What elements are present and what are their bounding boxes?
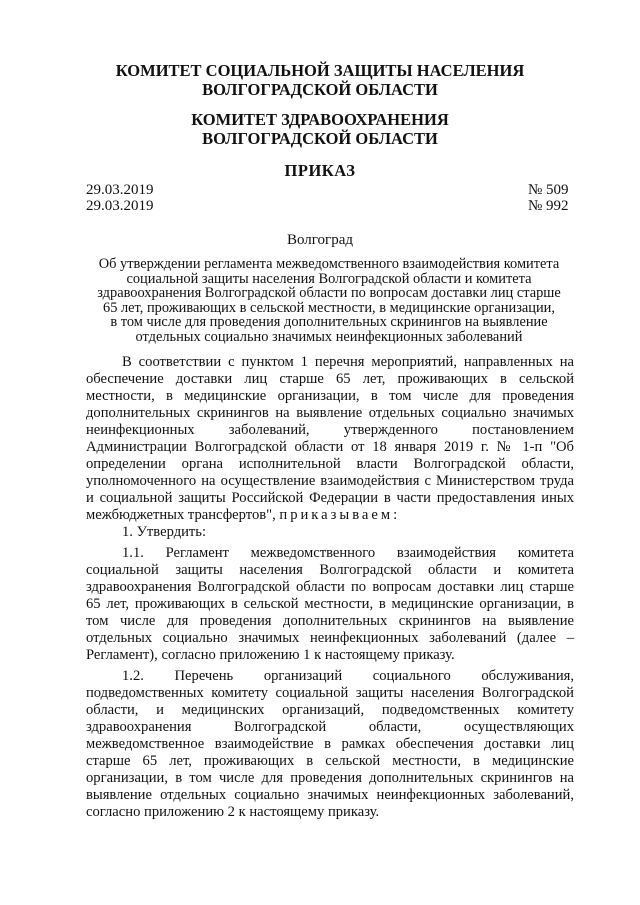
org1-line2: ВОЛГОГРАДСКОЙ ОБЛАСТИ [202,80,438,99]
document-type: ПРИКАЗ [284,161,356,180]
date-2: 29.03.2019 [86,198,154,214]
preamble-paragraph [86,354,574,524]
number-1: № 509 [528,182,569,198]
title-line: отдельных социально значимых неинфекционных заболеваний [135,328,523,345]
title-line: социальной защиты населения Волгоградской области и комитета [126,270,532,287]
title-line: 65 лет, проживающих в сельской местности, в медицинские организации, [103,299,555,316]
title-line: Об утверждении регламента межведомственного взаимодействия комитета [98,256,560,272]
org2-line2: ВОЛГОГРАДСКОЙ ОБЛАСТИ [202,129,438,148]
document-title [84,257,574,344]
item-1: 1. Утвердить: [122,524,207,540]
date-1: 29.03.2019 [86,182,154,198]
item-1-2: 1.2. Перечень организаций социального обслуживания, подведомственных комитету социальной защиты населения Волгоградской области, и медицинских организаций, подведомственных комитету здравоохранения Волгоградской области, осуществляющих межведомственное взаимодействие в рамках обеспечения доставки лиц старше 65 лет, проживающих в сельской местности, в медицинские организации, в том числе для проведения дополнительных скринингов на выявление отдельных социально значимых неинфекционных заболеваний, согласно приложению 2 к настоящему приказу. [86,668,574,820]
city: Волгоград [286,232,353,248]
org-heading-social-protection [0,61,640,99]
item-1-1: 1.1. Регламент межведомственного взаимодействия комитета социальной защиты населения Волгоградской области и комитета здравоохранения Волгоградской области по вопросам доставки лиц старше 65 лет, проживающих в сельской местности, в медицинские организации, в том числе для проведения дополнительных скринингов на выявление отдельных социально значимых неинфекционных заболеваний (далее – Регламент), согласно приложению 1 к настоящему приказу. [86,545,574,663]
order-word: приказываем: [279,507,401,523]
org1-line1: КОМИТЕТ СОЦИАЛЬНОЙ ЗАЩИТЫ НАСЕЛЕНИЯ [115,61,525,80]
document-body [86,354,574,821]
preamble-text: В соответствии с пунктом 1 перечня мероприятий, направленных на обеспечение доставки лиц старше 65 лет, проживающих в сельской местности, в медицинские организации, в том числе для проведения дополнительных скринингов на выявление отдельных социально значимых неинфекционных заболеваний, утвержденного постановлением Администрации Волгоградской области от 18 января 2019 г. № 1-п "Об определении органа исполнительной власти Волгоградской области, уполномоченного на осуществление взаимодействия с Министерством труда и социальной защиты Российской Федерации в части предоставления иных межбюджетных трансфертов", [86,354,574,523]
org-heading-healthcare [0,110,640,148]
title-line: здравоохранения Волгоградской области по вопросам доставки лиц старше [97,285,561,301]
title-line: в том числе для проведения дополнительных скринингов на выявление [110,314,548,330]
number-2: № 992 [528,198,569,214]
org2-line1: КОМИТЕТ ЗДРАВООХРАНЕНИЯ [191,110,449,129]
